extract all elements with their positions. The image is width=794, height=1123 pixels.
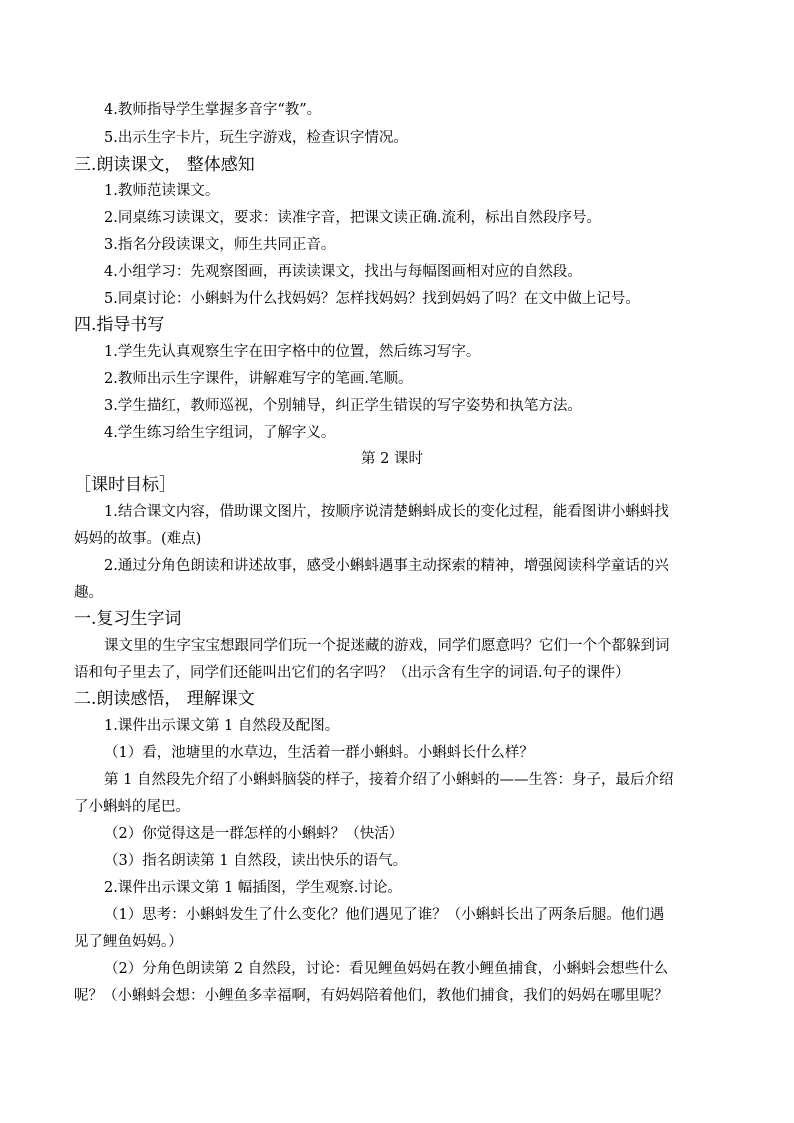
text-line: 1.教师范读课文。 [104,183,220,199]
text-line: 5.同桌讨论：小蝌蚪为什么找妈妈？怎样找妈妈？找到妈妈了吗？在文中做上记号。 [104,291,640,307]
text-line: 趣。 [74,585,103,601]
text-line: 2.同桌练习读课文，要求：读准字音，把课文读正确.流利，标出自然段序号。 [104,210,601,226]
text-line: 3.学生描红，教师巡视，个别辅导，纠正学生错误的写字姿势和执笔方法。 [104,398,582,414]
text-line: 4.小组学习：先观察图画，再读读课文，找出与每幅图画相对应的自然段。 [104,264,582,280]
text-line: 2.课件出示课文第 1 幅插图，学生观察.讨论。 [104,880,402,896]
text-line: 2.教师出示生字课件，讲解难写字的笔画.笔顺。 [104,371,413,387]
section-heading: 四.指导书写 [74,315,165,335]
section-heading: 一.复习生字词 [74,609,182,629]
text-line: （1）思考：小蝌蚪发生了什么变化？他们遇见了谁？（小蝌蚪长出了两条后腿。他们遇 [104,907,665,923]
lesson-goal-heading: ［课时目标］ [74,475,176,495]
text-line: 1.课件出示课文第 1 自然段及配图。 [104,718,340,734]
text-line: （2）分角色朗读第 2 自然段，讨论：看见鲤鱼妈妈在教小鲤鱼捕食，小蝌蚪会想些什么 [104,961,669,977]
text-line: 2.通过分角色朗读和讲述故事，感受小蝌蚪遇事主动探索的精神，增强阅读科学童话的兴 [104,558,669,574]
text-line: 第 1 自然段先介绍了小蝌蚪脑袋的样子，接着介绍了小蝌蚪的——生答：身子，最后介绍 [104,772,674,788]
text-line: 1.学生先认真观察生字在田字格中的位置，然后练习写字。 [104,344,481,360]
text-line: 了小蝌蚪的尾巴。 [74,799,190,815]
section-heading: 二.朗读感悟， 理解课文 [74,689,255,709]
text-line: （1）看，池塘里的水草边，生活着一群小蝌蚪。小蝌蚪长什么样？ [104,745,534,761]
text-line: 呢？（小蝌蚪会想：小鲤鱼多幸福啊，有妈妈陪着他们，教他们捕食，我们的妈妈在哪里呢？ [74,988,669,1004]
text-line: 妈妈的故事。(难点) [74,531,202,547]
section-heading: 三.朗读课文， 整体感知 [74,155,255,175]
text-line: 1.结合课文内容，借助课文图片，按顺序说清楚蝌蚪成长的变化过程，能看图讲小蝌蚪找 [104,504,669,520]
text-line: 见了鲤鱼妈妈。） [74,934,183,950]
lesson-title: 第 2 课时 [361,451,423,467]
text-line: 5.出示生字卡片，玩生字游戏，检查识字情况。 [104,130,408,146]
text-line: （3）指名朗读第 1 自然段，读出快乐的语气。 [104,853,408,869]
text-line: 课文里的生字宝宝想跟同学们玩一个捉迷藏的游戏，同学们愿意吗？它们一个个都躲到词 [104,638,670,654]
text-line: 语和句子里去了，同学们还能叫出它们的名字吗？（出示含有生字的词语.句子的课件） [74,665,630,681]
text-line: 4.教师指导学生掌握多音字“教”。 [104,102,322,118]
text-line: （2）你觉得这是一群怎样的小蝌蚪？（快活） [104,826,404,842]
text-line: 3.指名分段读课文，师生共同正音。 [104,237,336,253]
text-line: 4.学生练习给生字组词，了解字义。 [104,425,336,441]
